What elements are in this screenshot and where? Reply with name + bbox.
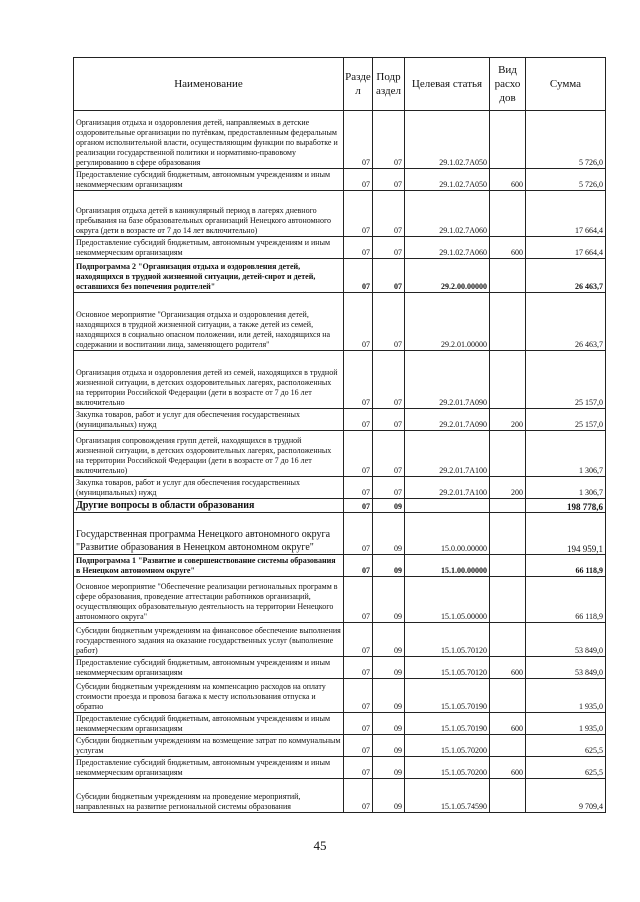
table-row bbox=[74, 735, 606, 757]
table-row bbox=[74, 293, 606, 351]
row-razdel: 07 bbox=[344, 713, 373, 735]
row-vid bbox=[490, 111, 526, 169]
header-vid: Вид расхо дов bbox=[490, 58, 526, 111]
table-row bbox=[74, 477, 606, 499]
table-row bbox=[74, 657, 606, 679]
row-podrazdel: 07 bbox=[373, 351, 405, 409]
row-podrazdel: 07 bbox=[373, 169, 405, 191]
row-vid bbox=[490, 351, 526, 409]
row-name: Основное мероприятие "Организация отдыха и оздоровления детей, находящихся в трудной жизненной ситуации, а также детей из семей, находящихся в социально опасном положении, или детей, находящихся на содержании и воспитании лица, заменяющего родителя" bbox=[74, 293, 344, 351]
header-podrazdel: Подр аздел bbox=[373, 58, 405, 111]
row-name: Организация отдыха и оздоровления детей из семей, находящихся в трудной жизненной ситуации, в детских оздоровительных лагерях, расположенных на территории Российской Федерации (дети в возрасте от 7 до 16 лет включительно bbox=[74, 351, 344, 409]
row-sum: 25 157,0 bbox=[526, 409, 606, 431]
row-target: 15.1.05.70190 bbox=[405, 679, 490, 713]
table-row bbox=[74, 431, 606, 477]
table-row bbox=[74, 191, 606, 237]
row-podrazdel: 07 bbox=[373, 293, 405, 351]
header-sum: Сумма bbox=[526, 58, 606, 111]
table-row bbox=[74, 259, 606, 293]
row-podrazdel: 09 bbox=[373, 735, 405, 757]
table-row bbox=[74, 237, 606, 259]
row-vid: 600 bbox=[490, 169, 526, 191]
row-podrazdel: 07 bbox=[373, 409, 405, 431]
row-name: Государственная программа Ненецкого автономного округа "Развитие образования в Ненецком автономном округе" bbox=[74, 513, 344, 555]
row-sum: 25 157,0 bbox=[526, 351, 606, 409]
row-vid bbox=[490, 623, 526, 657]
row-razdel: 07 bbox=[344, 409, 373, 431]
row-razdel: 07 bbox=[344, 555, 373, 577]
row-razdel: 07 bbox=[344, 169, 373, 191]
row-name: Субсидии бюджетным учреждениям на финансовое обеспечение выполнения государственного задания на оказание государственных услуг (выполнение работ) bbox=[74, 623, 344, 657]
row-vid bbox=[490, 513, 526, 555]
row-vid: 600 bbox=[490, 657, 526, 679]
row-podrazdel: 09 bbox=[373, 577, 405, 623]
row-name: Предоставление субсидий бюджетным, автономным учреждениям и иным некоммерческим организациям bbox=[74, 657, 344, 679]
row-podrazdel: 07 bbox=[373, 191, 405, 237]
row-razdel: 07 bbox=[344, 779, 373, 813]
row-name: Предоставление субсидий бюджетным, автономным учреждениям и иным некоммерческим организациям bbox=[74, 237, 344, 259]
table-row bbox=[74, 577, 606, 623]
row-target bbox=[405, 499, 490, 513]
row-name: Другие вопросы в области образования bbox=[74, 499, 344, 513]
row-razdel: 07 bbox=[344, 679, 373, 713]
row-vid: 600 bbox=[490, 713, 526, 735]
row-razdel: 07 bbox=[344, 237, 373, 259]
header-razdel: Разде л bbox=[344, 58, 373, 111]
row-target: 29.2.01.00000 bbox=[405, 293, 490, 351]
row-vid: 200 bbox=[490, 477, 526, 499]
row-razdel: 07 bbox=[344, 577, 373, 623]
row-vid bbox=[490, 191, 526, 237]
row-name: Предоставление субсидий бюджетным, автономным учреждениям и иным некоммерческим организациям bbox=[74, 757, 344, 779]
row-razdel: 07 bbox=[344, 351, 373, 409]
row-podrazdel: 09 bbox=[373, 757, 405, 779]
row-name: Организация отдыха детей в каникулярный период в лагерях дневного пребывания на базе образовательных организаций Ненецкого автономного округа (дети в возрасте от 7 до 14 лет включительно) bbox=[74, 191, 344, 237]
row-podrazdel: 09 bbox=[373, 713, 405, 735]
row-podrazdel: 07 bbox=[373, 431, 405, 477]
row-sum: 625,5 bbox=[526, 735, 606, 757]
row-vid bbox=[490, 293, 526, 351]
table-row bbox=[74, 713, 606, 735]
row-target: 15.1.05.00000 bbox=[405, 577, 490, 623]
table-row bbox=[74, 409, 606, 431]
row-target: 15.1.05.70190 bbox=[405, 713, 490, 735]
row-sum: 1 935,0 bbox=[526, 713, 606, 735]
row-name: Предоставление субсидий бюджетным, автономным учреждениям и иным некоммерческим организациям bbox=[74, 713, 344, 735]
row-podrazdel: 09 bbox=[373, 499, 405, 513]
row-razdel: 07 bbox=[344, 293, 373, 351]
row-name: Закупка товаров, работ и услуг для обеспечения государственных (муниципальных) нужд bbox=[74, 409, 344, 431]
row-target: 15.0.00.00000 bbox=[405, 513, 490, 555]
row-name: Подпрограмма 2 "Организация отдыха и оздоровления детей, находящихся в трудной жизненной ситуации, детей-сирот и детей, оставшихся без попечения родителей" bbox=[74, 259, 344, 293]
row-target: 29.1.02.7А060 bbox=[405, 237, 490, 259]
row-razdel: 07 bbox=[344, 499, 373, 513]
row-target: 29.1.02.7А050 bbox=[405, 111, 490, 169]
row-target: 15.1.05.70200 bbox=[405, 735, 490, 757]
row-sum: 5 726,0 bbox=[526, 169, 606, 191]
row-podrazdel: 07 bbox=[373, 111, 405, 169]
row-vid bbox=[490, 431, 526, 477]
row-vid bbox=[490, 499, 526, 513]
row-target: 29.2.01.7А090 bbox=[405, 409, 490, 431]
row-name: Организация сопровождения групп детей, находящихся в трудной жизненной ситуации, в детских оздоровительных лагерях, расположенных на территории Российской Федерации (дети в возрасте от 7 до 16 лет включительно) bbox=[74, 431, 344, 477]
row-name: Подпрограмма 1 "Развитие и совершенствование системы образования в Ненецком автономном округе" bbox=[74, 555, 344, 577]
row-razdel: 07 bbox=[344, 757, 373, 779]
row-vid: 600 bbox=[490, 757, 526, 779]
row-podrazdel: 07 bbox=[373, 259, 405, 293]
row-podrazdel: 09 bbox=[373, 513, 405, 555]
table-row bbox=[74, 513, 606, 555]
row-razdel: 07 bbox=[344, 513, 373, 555]
row-name: Организация отдыха и оздоровления детей, направляемых в детские оздоровительные организации по путёвкам, предоставленным федеральным органом исполнительной власти, осуществляющим функции по выработке и реализации государственной политики и нормативно-правовому регулированию в сфере образования bbox=[74, 111, 344, 169]
row-vid bbox=[490, 679, 526, 713]
row-vid: 600 bbox=[490, 237, 526, 259]
row-sum: 26 463,7 bbox=[526, 293, 606, 351]
row-sum: 625,5 bbox=[526, 757, 606, 779]
table-row bbox=[74, 499, 606, 513]
row-sum: 194 959,1 bbox=[526, 513, 606, 555]
row-vid bbox=[490, 577, 526, 623]
row-vid: 200 bbox=[490, 409, 526, 431]
row-razdel: 07 bbox=[344, 735, 373, 757]
row-sum: 1 306,7 bbox=[526, 431, 606, 477]
table-row bbox=[74, 623, 606, 657]
table-row bbox=[74, 757, 606, 779]
row-vid bbox=[490, 259, 526, 293]
row-podrazdel: 09 bbox=[373, 679, 405, 713]
row-target: 29.2.01.7А090 bbox=[405, 351, 490, 409]
row-razdel: 07 bbox=[344, 191, 373, 237]
row-sum: 1 935,0 bbox=[526, 679, 606, 713]
row-sum: 53 849,0 bbox=[526, 657, 606, 679]
row-razdel: 07 bbox=[344, 477, 373, 499]
row-target: 15.1.05.70120 bbox=[405, 657, 490, 679]
row-sum: 53 849,0 bbox=[526, 623, 606, 657]
row-razdel: 07 bbox=[344, 111, 373, 169]
row-target: 29.2.00.00000 bbox=[405, 259, 490, 293]
row-vid bbox=[490, 779, 526, 813]
row-razdel: 07 bbox=[344, 623, 373, 657]
table-row bbox=[74, 679, 606, 713]
table-header bbox=[74, 58, 606, 111]
row-name: Предоставление субсидий бюджетным, автономным учреждениям и иным некоммерческим организациям bbox=[74, 169, 344, 191]
row-sum: 26 463,7 bbox=[526, 259, 606, 293]
table-row bbox=[74, 351, 606, 409]
row-sum: 198 778,6 bbox=[526, 499, 606, 513]
row-name: Закупка товаров, работ и услуг для обеспечения государственных (муниципальных) нужд bbox=[74, 477, 344, 499]
row-podrazdel: 09 bbox=[373, 779, 405, 813]
row-vid bbox=[490, 735, 526, 757]
row-podrazdel: 09 bbox=[373, 657, 405, 679]
row-target: 29.2.01.7А100 bbox=[405, 477, 490, 499]
row-name: Субсидии бюджетным учреждениям на возмещение затрат по коммунальным услугам bbox=[74, 735, 344, 757]
row-target: 15.1.05.70120 bbox=[405, 623, 490, 657]
row-podrazdel: 07 bbox=[373, 477, 405, 499]
row-sum: 17 664,4 bbox=[526, 191, 606, 237]
table-row bbox=[74, 111, 606, 169]
row-target: 15.1.05.70200 bbox=[405, 757, 490, 779]
row-sum: 66 118,9 bbox=[526, 577, 606, 623]
budget-table bbox=[73, 57, 606, 813]
table-row bbox=[74, 555, 606, 577]
row-target: 15.1.00.00000 bbox=[405, 555, 490, 577]
row-sum: 1 306,7 bbox=[526, 477, 606, 499]
row-target: 29.1.02.7А050 bbox=[405, 169, 490, 191]
row-sum: 66 118,9 bbox=[526, 555, 606, 577]
table-row bbox=[74, 779, 606, 813]
row-sum: 9 709,4 bbox=[526, 779, 606, 813]
row-razdel: 07 bbox=[344, 431, 373, 477]
row-razdel: 07 bbox=[344, 657, 373, 679]
row-name: Субсидии бюджетным учреждениям на компенсацию расходов на оплату стоимости проезда и провоза багажа к месту использования отпуска и обратно bbox=[74, 679, 344, 713]
row-target: 15.1.05.74590 bbox=[405, 779, 490, 813]
row-sum: 17 664,4 bbox=[526, 237, 606, 259]
row-target: 29.2.01.7А100 bbox=[405, 431, 490, 477]
table-row bbox=[74, 169, 606, 191]
page-number: 45 bbox=[313, 838, 327, 853]
row-podrazdel: 09 bbox=[373, 555, 405, 577]
header-target: Целевая статья bbox=[405, 58, 490, 111]
row-podrazdel: 09 bbox=[373, 623, 405, 657]
row-target: 29.1.02.7А060 bbox=[405, 191, 490, 237]
row-podrazdel: 07 bbox=[373, 237, 405, 259]
row-razdel: 07 bbox=[344, 259, 373, 293]
row-vid bbox=[490, 555, 526, 577]
row-name: Основное мероприятие "Обеспечение реализации региональных программ в сфере образования, проведение аттестации работников организаций, осуществляющих образовательную деятельность на территории Ненецкого автономного округа" bbox=[74, 577, 344, 623]
row-sum: 5 726,0 bbox=[526, 111, 606, 169]
header-name: Наименование bbox=[74, 58, 344, 111]
row-name: Субсидии бюджетным учреждениям на проведение мероприятий, направленных на развитие региональной системы образования bbox=[74, 779, 344, 813]
